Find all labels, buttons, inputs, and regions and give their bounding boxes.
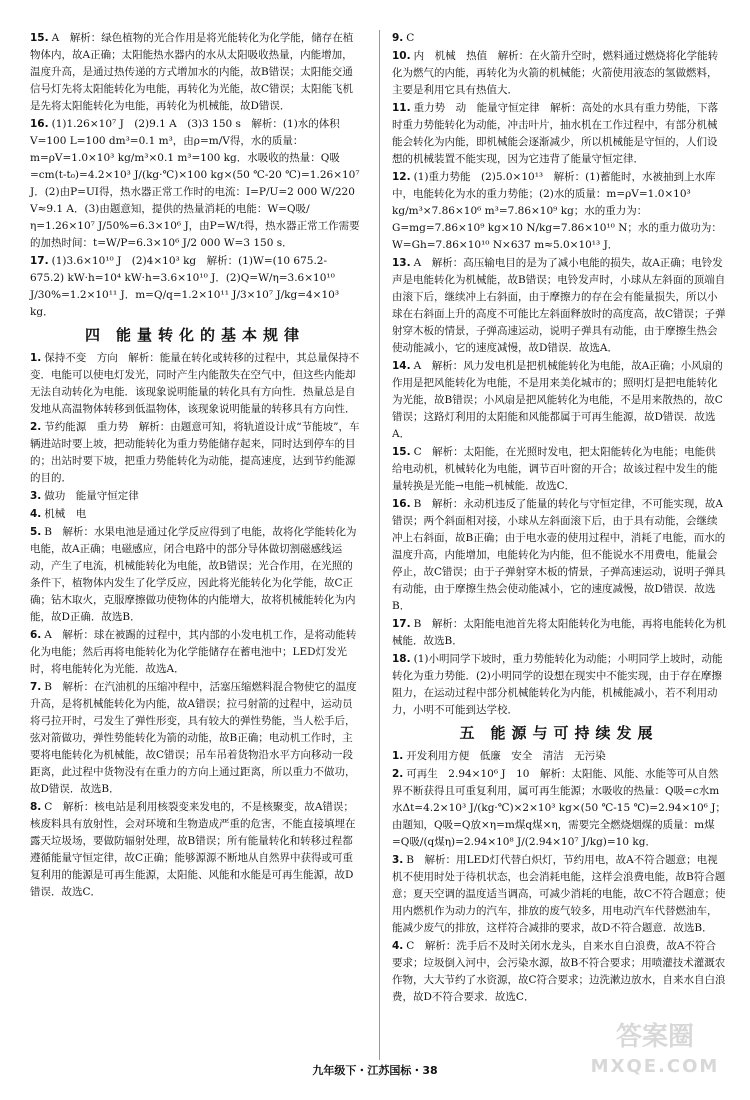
page-footer: 九年级下・江苏国标・38 — [312, 1064, 438, 1077]
answer-entry — [392, 100, 726, 168]
question-number: 15. — [392, 446, 411, 458]
answer-text: B 解析：永动机违反了能量的转化与守恒定律，不可能实现，故A错误；两个斜面相对接，小球从左斜面滚下后，由于具有动能，会继续冲上右斜面，故B正确；由于电水壶的使用过程中，消耗了电能，而水的温度升高，内能增加，电能转化为内能，但不能说水不用费电，能量会停止，故C错误；由于子弹射穿木板的情景，子弹高速运动，说明子弹具有动能，由于摩擦生热会使动能减小，它的速度减慢，故D错误．故选B． — [392, 498, 726, 612]
watermark-url: MXQE.COM — [590, 1056, 720, 1077]
section-four-number: 四 — [84, 326, 106, 344]
right-entries-a — [392, 30, 726, 719]
question-number: 17. — [30, 255, 49, 267]
question-number: 2. — [30, 421, 42, 433]
answer-entry — [392, 766, 726, 851]
answer-text: 节约能源 重力势 解析：由题意可知，将轨道设计成“节能坡”，车辆进站时要上坡，把动能转化为重力势能储存起来，同时达到停车的目的；出站时要下坡，把重力势能转化为动能，提高速度，达到节约能源的目的． — [30, 421, 360, 484]
answer-entry — [30, 419, 360, 487]
answer-entry — [392, 938, 726, 1006]
answer-text: A 解析：高压输电目的是为了减小电能的损失，故A正确；电铃发声是电能转化为机械能，故B错误；电铃发声时，小球从左斜面的顶端自由滚下后，继续冲上右斜面，由于摩擦力的存在会有能量损失，所以小球在右斜面上升的高度不可能比左斜面释放时的高度高，故C错误；子弹射穿木板的情景，子弹高速运动，说明子弹具有动能，由于摩擦生热会使动能减小，它的速度减慢，故D错误．故选A． — [392, 257, 726, 354]
question-number: 6. — [30, 629, 42, 641]
answer-text: (1)小明同学下坡时，重力势能转化为动能；小明同学上坡时，动能转化为重力势能．(2)小明同学的设想在现实中不能实现，由于存在摩擦阻力，在运动过程中部分机械能转化为内能，机械能减小，若不利用动力，小明不可能到达学校． — [392, 653, 723, 716]
answer-text: (1)重力势能 (2)5.0×10¹³ 解析：(1)蓄能时，水被抽到上水库中，电能转化为水的重力势能；(2)水的质量：m=ρV=1.0×10³ kg/m³×7.86×10⁶ m³=7.86×10⁹ kg；水的重力为：G=mg=7.86×10⁹ kg×10 N/kg=7.86×10¹⁰ N；水的重力做功为：W=Gh=7.86×10¹⁰ N×637 m≈5.0×10¹³ J． — [392, 171, 722, 251]
answer-entry — [30, 679, 360, 798]
answer-entry — [30, 524, 360, 626]
question-number: 17. — [392, 618, 411, 630]
section-five-heading: 能源与可持续发展 — [490, 724, 659, 742]
question-number: 5. — [30, 526, 42, 538]
left-entries-a — [30, 30, 360, 321]
question-number: 3. — [392, 854, 404, 866]
answer-entry — [392, 444, 726, 495]
question-number: 2. — [392, 768, 404, 780]
answer-entry — [30, 799, 360, 901]
question-number: 18. — [392, 653, 411, 665]
answer-page — [30, 30, 730, 1060]
answer-entry — [392, 48, 726, 99]
left-column — [30, 30, 360, 902]
answer-text: B 解析：太阳能电池首先将太阳能转化为电能，再将电能转化为机械能．故选B． — [392, 618, 726, 647]
answer-entry — [392, 616, 726, 650]
question-number: 16. — [392, 498, 411, 510]
answer-text: (1)1.26×10⁷ J (2)9.1 A (3)3 150 s 解析：(1)水的体积V=100 L=100 dm³=0.1 m³，由ρ=m/V得，水的质量：m=ρV=1.0×10³ kg/m³×0.1 m³=100 kg．水吸收的热量：Q吸=cm(t-t₀)=4.2×10³ J/(kg·℃)×100 kg×(50 ℃-20 ℃)=1.26×10⁷ J．(2)由P=UI得，热水器正常工作时的电流：I=P/U=2 000 W/220 V≈9.1 A．(3)由题意知，提供的热量消耗的电能：W=Q吸/η=1.26×10⁷ J/50%=6.3×10⁶ J，由P=W/t得，热水器正常工作需要的加热时间：t=W/P=6.3×10⁶ J/2 000 W=3 150 s． — [30, 118, 360, 249]
question-number: 7. — [30, 681, 42, 693]
section-four-title — [30, 327, 360, 344]
answer-text: A 解析：球在被踢的过程中，其内部的小发电机工作，是将动能转化为电能；然后再将电能转化为化学能储存在蓄电池中；LED灯发光时，将电能转化为光能．故选A． — [30, 629, 357, 675]
answer-text: 内 机械 热值 解析：在火箭升空时，燃料通过燃烧将化学能转化为燃气的内能，再转化为火箭的机械能；火箭使用液态的氢做燃料，主要是利用它具有热值大． — [392, 50, 719, 96]
answer-text: C 解析：核电站是利用核裂变来发电的，不是核聚变，故A错误；核废料具有放射性，会对环境和生物造成严重的危害，不能直接填埋在露天垃圾场，要做防辐射处理，故B错误；所有能量转化和转移过程都遵循能量守恒定律，故C正确；能够源源不断地从自然界中获得或可重复利用的能源是可再生能源，太阳能、风能和水能是可再生能源，故D错误．故选C． — [30, 801, 356, 898]
answer-text: 做功 能量守恒定律 — [44, 490, 139, 502]
question-number: 9. — [392, 32, 404, 44]
answer-text: 机械 电 — [44, 508, 87, 520]
question-number: 4. — [30, 508, 42, 520]
question-number: 14. — [392, 360, 411, 372]
question-number: 13. — [392, 257, 411, 269]
section-five-title — [392, 725, 726, 742]
question-number: 1. — [30, 352, 42, 364]
answer-entry — [30, 488, 360, 505]
answer-text: 重力势 动 能量守恒定律 解析：高处的水具有重力势能，下落时重力势能转化为动能，冲击叶片，抽水机在工作过程中，有部分机械能会转化为内能，即机械能会逐渐减少，所以机械能是守恒的，人们设想的机械装置不能实现，因为它违背了能量守恒定律． — [392, 102, 719, 165]
answer-text: B 解析：水果电池是通过化学反应得到了电能，故将化学能转化为电能，故A正确；电磁感应，闭合电路中的部分导体做切割磁感线运动，产生了电流，机械能转化为电能，故B错误；光合作用，在光照的条件下，植物体内发生了化学反应，因此将光能转化为化学能，故C正确；钻木取火，克服摩擦做功使物体的内能增大，故将机械能转化为内能，故D正确．故选B． — [30, 526, 357, 623]
answer-entry — [392, 30, 726, 47]
answer-entry — [392, 169, 726, 254]
question-number: 16. — [30, 118, 49, 130]
question-number: 8. — [30, 801, 42, 813]
answer-entry — [30, 116, 360, 252]
answer-entry — [392, 496, 726, 615]
answer-entry — [392, 748, 726, 765]
question-number: 10. — [392, 50, 411, 62]
question-number: 3. — [30, 490, 42, 502]
answer-entry — [392, 358, 726, 443]
section-four-heading: 能量转化的基本规律 — [116, 326, 306, 344]
answer-entry — [30, 627, 360, 678]
answer-entry — [392, 852, 726, 937]
question-number: 12. — [392, 171, 411, 183]
answer-text: B 解析：用LED灯代替白炽灯，节约用电，故A不符合题意；电视机不使用时处于待机状态，也会消耗电能，这样会浪费电能，故B符合题意；夏天空调的温度适当调高，可减少消耗的电能，故C不符合题意；使用内燃机作为动力的汽车，排放的废气较多，用电动汽车代替燃油车，能减少废气的排放，这样符合减排的要求，故D不符合题意．故选B． — [392, 854, 726, 934]
answer-text: (1)3.6×10¹⁰ J (2)4×10³ kg 解析：(1)W=(10 675.2-675.2) kW·h=10⁴ kW·h=3.6×10¹⁰ J．(2)Q=W/η=3.6×10¹⁰ J/30%=1.2×10¹¹ J．m=Q/q=1.2×10¹¹ J/3×10⁷ J/kg=4×10³ kg． — [30, 255, 340, 318]
answer-text: C — [406, 32, 415, 44]
column-divider — [379, 30, 380, 1060]
answer-text: 开发利用方便 低廉 安全 清洁 无污染 — [406, 750, 606, 762]
watermark-logo-text: 答案圈 — [615, 1022, 694, 1052]
section-five-number: 五 — [459, 724, 481, 742]
answer-text: C 解析：太阳能，在光照时发电，把太阳能转化为电能；电能供给电动机，机械转化为电能，调节百叶窗的开合；故该过程中发生的能量转换是光能→电能→机械能．故选C． — [392, 446, 718, 492]
answer-text: A 解析：风力发电机是把机械能转化为电能，故A正确；小风扇的作用是把风能转化为电能，不是用来美化城市的；照明灯是把电能转化为光能，故B错误；小风扇是把风能转化为电能，不是用来散热的，故C错误；这路灯利用的太阳能和风能都属于可再生能源，故D错误．故选A． — [392, 360, 723, 440]
question-number: 4. — [392, 940, 404, 952]
answer-entry — [30, 506, 360, 523]
answer-text: A 解析：绿色植物的光合作用是将光能转化为化学能，储存在植物体内，故A正确；太阳能热水器内的水从太阳吸收热量，内能增加，温度升高，是通过热传递的方式增加水的内能，故B错误；太阳能交通信号灯先将太阳能转化为电能，再转化为光能，故C错误；太阳能飞机是先将太阳能转化为电能，再转化为机械能，故D错误． — [30, 32, 354, 112]
right-entries-b — [392, 748, 726, 1006]
question-number: 15. — [30, 32, 49, 44]
right-column — [392, 30, 726, 1007]
answer-entry — [392, 651, 726, 719]
answer-entry — [392, 255, 726, 357]
answer-text: 保持不变 方向 解析：能量在转化或转移的过程中，其总量保持不变．电能可以使电灯发光，同时产生内能散失在空气中，但这些内能却无法自动转化为电能．该现象说明能量的转化具有方向性．热量总是自发地从高温物体转移到低温物体，该现象说明能量的转移具有方向性． — [30, 352, 360, 415]
left-entries-b — [30, 350, 360, 901]
answer-text: B 解析：在汽油机的压缩冲程中，活塞压缩燃料混合物使它的温度升高，是将机械能转化为内能，故A错误；拉弓射箭的过程中，运动员将弓拉开时，弓发生了弹性形变，具有较大的弹性势能，当人松手后，弦对箭做功，弹性势能转化为箭的动能，故B正确；电动机工作时，主要将电能转化为机械能，故C错误；吊车吊着货物沿水平方向移动一段距离，此过程中货物没有在重力的方向上通过距离，所以重力不做功，故D错误．故选B． — [30, 681, 357, 795]
answer-text: C 解析：洗手后不及时关闭水龙头，自来水自白浪费，故A不符合要求；垃圾倒入河中，会污染水源，故B不符合要求；用喷灌技术灌溉农作物，大大节约了水资源，故C符合要求；边洗漱边放水，自来水自白浪费，故D不符合要求．故选C． — [392, 940, 726, 1003]
answer-entry — [30, 30, 360, 115]
answer-entry — [30, 350, 360, 418]
question-number: 1. — [392, 750, 404, 762]
answer-entry — [30, 253, 360, 321]
question-number: 11. — [392, 102, 411, 114]
answer-text: 可再生 2.94×10⁶ J 10 解析：太阳能、风能、水能等可从自然界不断获得且可重复利用，属可再生能源；水吸收的热量：Q吸=c水m水Δt=4.2×10³ J/(kg·℃)×2×10³ kg×(50 ℃-15 ℃)=2.94×10⁶ J；由题知，Q吸=Q放×η=m煤q煤×η，需要完全燃烧烟煤的质量：m煤=Q吸/(q煤η)=2.94×10⁸ J/(2.94×10⁷ J/kg)=10 kg． — [392, 768, 726, 848]
site-watermark — [580, 1022, 730, 1092]
